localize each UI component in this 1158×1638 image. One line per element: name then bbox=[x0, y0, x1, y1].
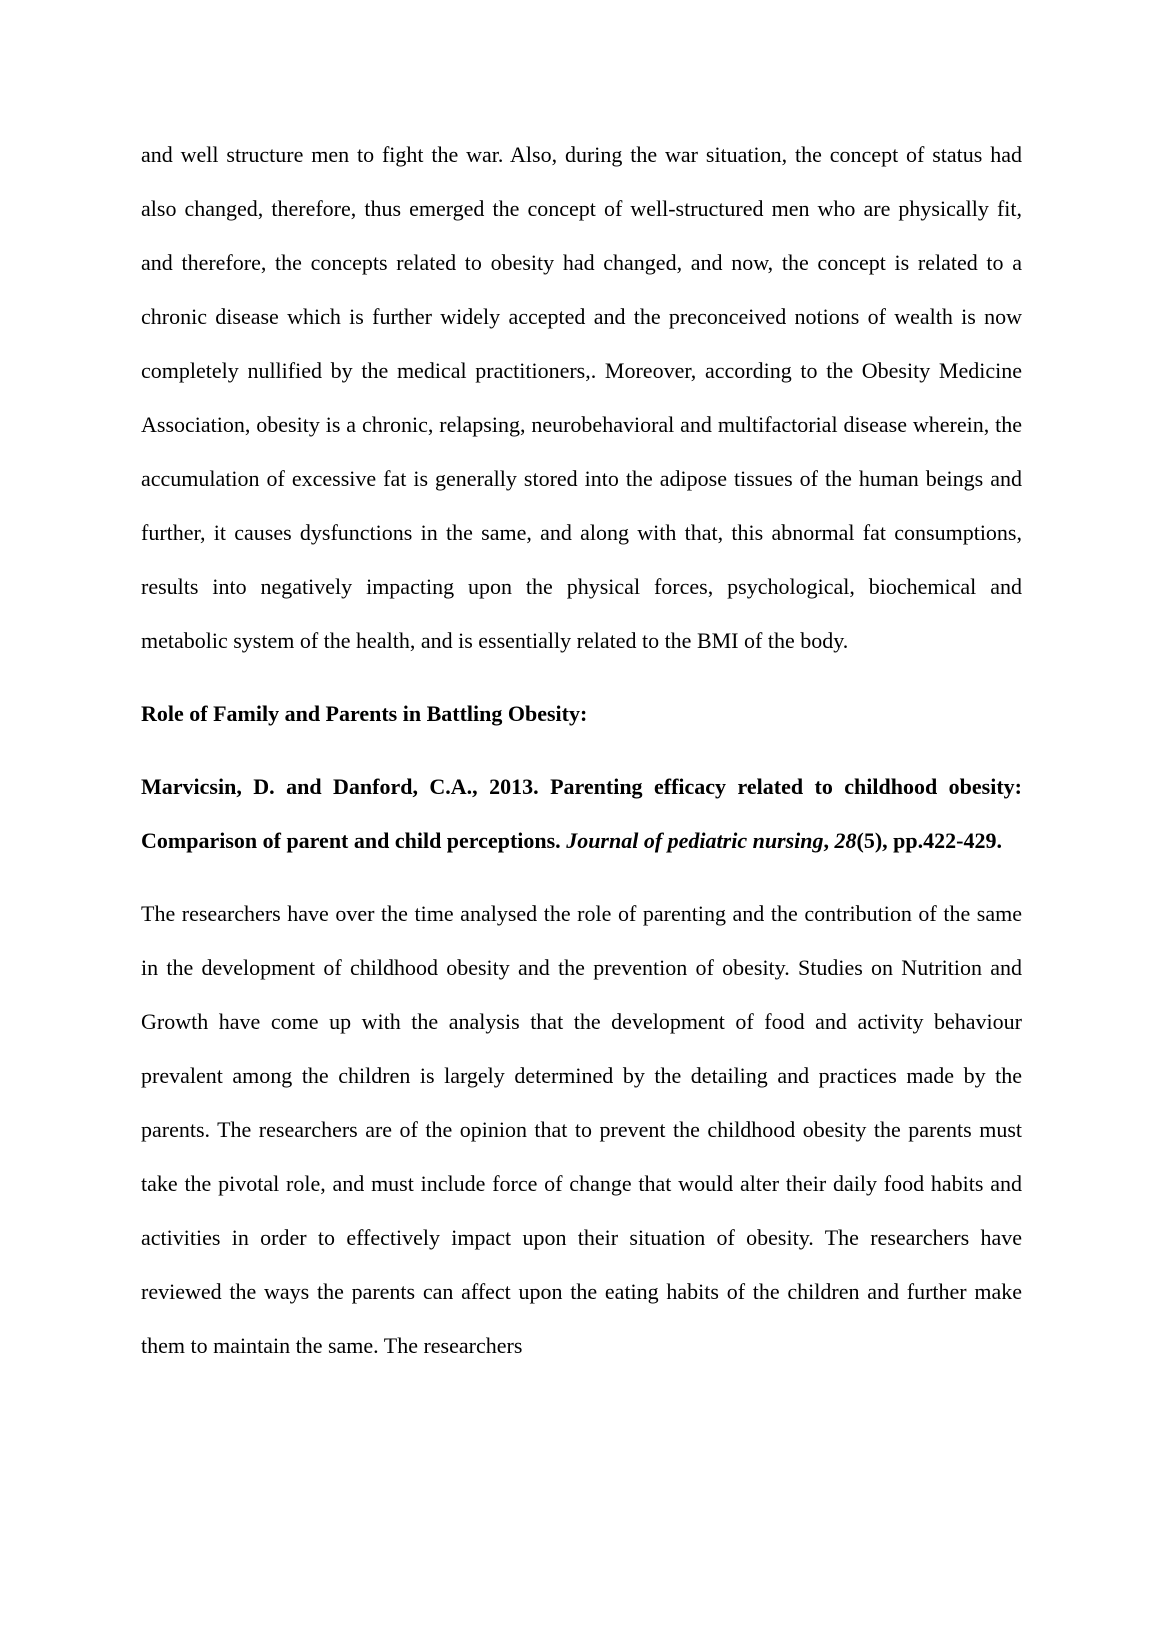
reference-issue-pages: (5), pp.422-429. bbox=[856, 828, 1002, 853]
body-paragraph-2: The researchers have over the time analysed the role of parenting and the contribution of the same in the development of childhood obesity and the prevention of obesity. Studies on Nutrition and Growth have come up with the analysis that the development of food and activity behaviour prevalent among the children is largely determined by the detailing and practices made by the parents. The researchers are of the opinion that to prevent the childhood obesity the parents must take the pivotal role, and must include force of change that would alter their daily food habits and activities in order to effectively impact upon their situation of obesity. The researchers have reviewed the ways the parents can affect upon the eating habits of the children and further make them to maintain the same. The researchers bbox=[141, 901, 1022, 1358]
reference-journal: Journal of pediatric nursing bbox=[566, 828, 824, 853]
reference-volume: 28 bbox=[834, 828, 857, 853]
document-page bbox=[141, 128, 1022, 1373]
reference-authors-title: Marvicsin, D. and Danford, C.A., 2013. Parenting efficacy related to childhood obesity: Comparison of parent and child perceptions. bbox=[141, 774, 1022, 853]
reference-citation bbox=[141, 760, 1022, 868]
reference-separator: , bbox=[823, 828, 835, 853]
section-heading: Role of Family and Parents in Battling Obesity: bbox=[141, 701, 588, 726]
body-paragraph-1: and well structure men to fight the war. Also, during the war situation, the concept of status had also changed, therefore, thus emerged the concept of well-structured men who are physically fit, and therefore, the concepts related to obesity had changed, and now, the concept is related to a chronic disease which is further widely accepted and the preconceived notions of wealth is now completely nullified by the medical practitioners,. Moreover, according to the Obesity Medicine Association, obesity is a chronic, relapsing, neurobehavioral and multifactorial disease wherein, the accumulation of excessive fat is generally stored into the adipose tissues of the human beings and further, it causes dysfunctions in the same, and along with that, this abnormal fat consumptions, results into negatively impacting upon the physical forces, psychological, biochemical and metabolic system of the health, and is essentially related to the BMI of the body. bbox=[141, 142, 1022, 653]
